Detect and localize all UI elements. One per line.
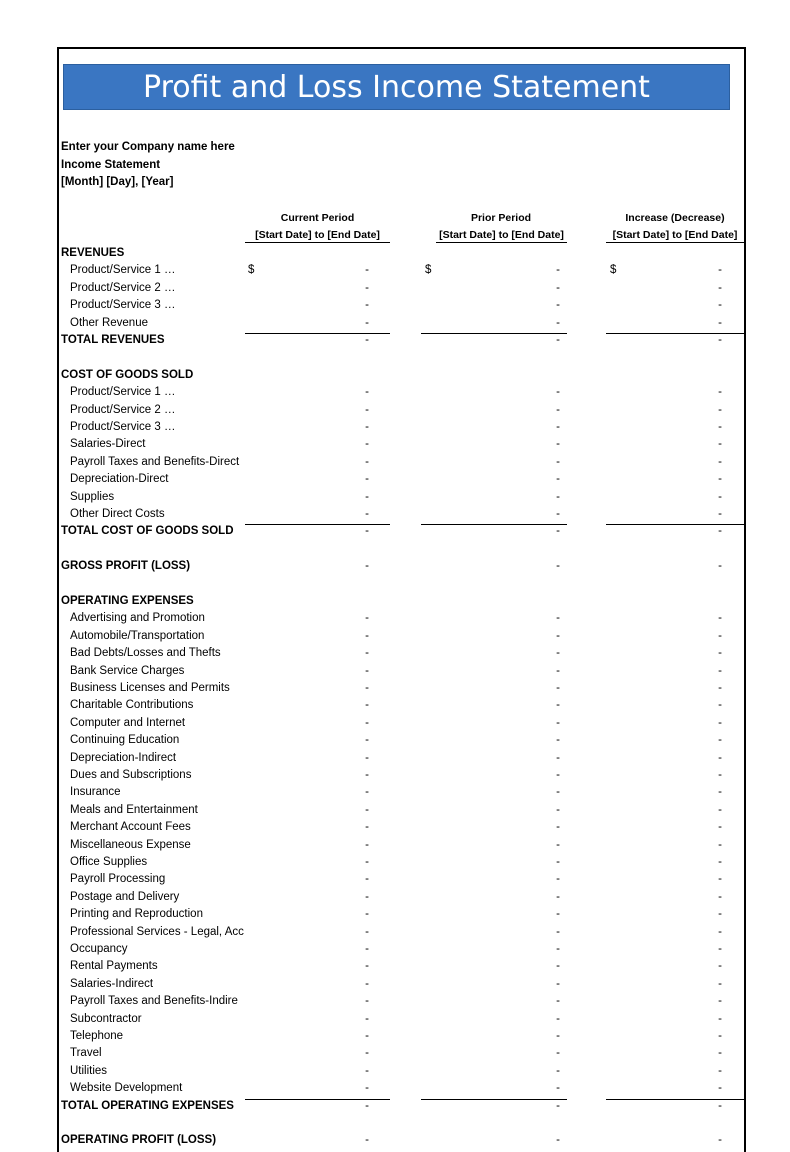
line-item-label[interactable]: Product/Service 2 …: [70, 281, 176, 294]
change-value[interactable]: -: [718, 908, 722, 921]
line-item-label[interactable]: Charitable Contributions: [70, 699, 194, 712]
line-item-row: [0, 1080, 790, 1097]
prior-period-value[interactable]: -: [556, 838, 560, 851]
line-item-label[interactable]: Other Direct Costs: [70, 508, 165, 520]
current-period-value[interactable]: -: [365, 716, 369, 729]
line-item-row: [0, 924, 790, 941]
line-item-row: [0, 697, 790, 714]
line-item-row: [0, 993, 790, 1010]
line-item-label[interactable]: Salaries-Indirect: [70, 977, 154, 990]
prior-period-value[interactable]: -: [556, 856, 560, 868]
subtotal-rule: [245, 524, 390, 525]
line-item-label[interactable]: Payroll Processing: [70, 873, 166, 886]
line-item-row: [0, 854, 790, 871]
current-period-value[interactable]: -: [365, 925, 369, 938]
increase-decrease-range[interactable]: [Start Date] to [End Date]: [606, 229, 744, 243]
current-period-value[interactable]: -: [365, 873, 369, 886]
current-period-value[interactable]: -: [365, 977, 369, 990]
change-value[interactable]: -: [718, 473, 722, 486]
current-period-value[interactable]: -: [365, 734, 369, 747]
prior-period-value[interactable]: -: [556, 1030, 560, 1042]
current-period-value[interactable]: -: [365, 316, 369, 329]
change-value[interactable]: -: [718, 455, 722, 468]
prior-period-value: -: [556, 1134, 560, 1147]
current-period-value[interactable]: -: [365, 386, 369, 399]
prior-period-value[interactable]: -: [556, 873, 560, 886]
line-item-label[interactable]: Professional Services - Legal, Acc: [70, 925, 244, 938]
prior-period-value[interactable]: -: [556, 629, 560, 642]
line-item-row: [0, 663, 790, 680]
line-item-row: [0, 802, 790, 819]
blank-row: [0, 541, 790, 558]
change-value[interactable]: -: [718, 386, 722, 399]
change-value[interactable]: -: [718, 838, 722, 851]
current-period-value[interactable]: -: [365, 803, 369, 816]
prior-period-value[interactable]: -: [556, 612, 560, 625]
line-item-label[interactable]: Business Licenses and Permits: [70, 682, 230, 694]
line-item-label[interactable]: Telephone: [70, 1030, 124, 1042]
change-value[interactable]: -: [718, 438, 722, 451]
current-period-value[interactable]: -: [365, 473, 369, 486]
change-value[interactable]: -: [718, 751, 722, 764]
current-period-value[interactable]: -: [365, 1064, 369, 1077]
currency-symbol: $: [425, 264, 432, 277]
line-item-label[interactable]: Printing and Reproduction: [70, 908, 203, 921]
change-value[interactable]: -: [718, 960, 722, 973]
line-item-label[interactable]: Insurance: [70, 786, 121, 799]
change-value[interactable]: -: [718, 995, 722, 1008]
change-value[interactable]: -: [718, 943, 722, 955]
line-item-row: [0, 419, 790, 436]
line-item-row: [0, 280, 790, 297]
prior-period-value[interactable]: -: [556, 995, 560, 1008]
line-item-label[interactable]: Travel: [70, 1047, 102, 1060]
current-period-value[interactable]: -: [365, 908, 369, 921]
prior-period-value[interactable]: -: [556, 664, 560, 677]
current-period-value[interactable]: -: [365, 490, 369, 503]
change-value[interactable]: -: [718, 734, 722, 747]
section-label: REVENUES: [61, 247, 125, 259]
line-item-label[interactable]: Merchant Account Fees: [70, 821, 191, 834]
current-period-value[interactable]: -: [365, 699, 369, 712]
prior-period-value[interactable]: -: [556, 455, 560, 468]
prior-period-value[interactable]: -: [556, 490, 560, 503]
prior-period-value: -: [556, 525, 560, 538]
prior-period-range[interactable]: [Start Date] to [End Date]: [436, 229, 567, 243]
current-period-value[interactable]: -: [365, 612, 369, 625]
change-value[interactable]: -: [718, 281, 722, 294]
line-item-row: [0, 402, 790, 419]
prior-period-value[interactable]: -: [556, 508, 560, 520]
current-period-value[interactable]: -: [365, 856, 369, 868]
line-item-label[interactable]: Occupancy: [70, 943, 128, 955]
prior-period-value[interactable]: -: [556, 821, 560, 834]
current-period-value: -: [365, 525, 369, 538]
line-item-label[interactable]: Postage and Delivery: [70, 890, 180, 903]
line-item-label[interactable]: Product/Service 1 …: [70, 386, 176, 399]
line-item-row: [0, 871, 790, 888]
section-header-row: [0, 367, 790, 384]
change-value[interactable]: -: [718, 316, 722, 329]
prior-period-value[interactable]: -: [556, 403, 560, 416]
prior-period-value[interactable]: -: [556, 977, 560, 990]
change-value[interactable]: -: [718, 890, 722, 903]
change-value[interactable]: -: [718, 490, 722, 503]
total-row: [0, 332, 790, 349]
line-item-row: [0, 958, 790, 975]
prior-period-value: -: [556, 560, 560, 573]
subtotal-rule: [245, 1099, 390, 1100]
current-period-value[interactable]: -: [365, 421, 369, 433]
section-label: TOTAL REVENUES: [61, 334, 165, 346]
line-item-label[interactable]: Bank Service Charges: [70, 664, 185, 677]
line-item-row: [0, 628, 790, 645]
section-label: OPERATING PROFIT (LOSS): [61, 1134, 217, 1147]
section-label: OPERATING EXPENSES: [61, 595, 194, 607]
line-item-row: [0, 819, 790, 836]
prior-period-value[interactable]: -: [556, 1047, 560, 1060]
prior-period-value[interactable]: -: [556, 734, 560, 747]
change-value[interactable]: -: [718, 786, 722, 799]
prior-period-value[interactable]: -: [556, 751, 560, 764]
line-item-label[interactable]: Meals and Entertainment: [70, 803, 198, 816]
current-period-value[interactable]: -: [365, 1082, 369, 1095]
section-header-row: [0, 245, 790, 262]
company-name[interactable]: Enter your Company name here: [61, 141, 235, 153]
current-period-value[interactable]: -: [365, 1030, 369, 1042]
change-value[interactable]: -: [718, 925, 722, 938]
section-header-row: [0, 1132, 790, 1149]
line-item-row: [0, 767, 790, 784]
current-period-value[interactable]: -: [365, 943, 369, 955]
change-value[interactable]: -: [718, 803, 722, 816]
line-item-label[interactable]: Product/Service 2 …: [70, 403, 176, 416]
line-item-row: [0, 262, 790, 279]
change-value[interactable]: -: [718, 299, 722, 312]
prior-period-value: -: [556, 1099, 560, 1112]
current-period-value[interactable]: -: [365, 299, 369, 312]
current-period-value[interactable]: -: [365, 664, 369, 677]
prior-period-value[interactable]: -: [556, 281, 560, 294]
blank-row: [0, 576, 790, 593]
blank-row: [0, 349, 790, 366]
prior-period-value[interactable]: -: [556, 1064, 560, 1077]
change-value[interactable]: -: [718, 421, 722, 433]
total-row: [0, 1098, 790, 1115]
line-item-row: [0, 976, 790, 993]
current-period-value[interactable]: -: [365, 751, 369, 764]
current-period-value[interactable]: -: [365, 1047, 369, 1060]
change-value[interactable]: -: [718, 716, 722, 729]
section-label: TOTAL COST OF GOODS SOLD: [61, 525, 234, 538]
line-item-label[interactable]: Advertising and Promotion: [70, 612, 205, 625]
change-value[interactable]: -: [718, 873, 722, 886]
change-value[interactable]: -: [718, 856, 722, 868]
subtotal-rule: [606, 1099, 744, 1100]
prior-period-value[interactable]: -: [556, 716, 560, 729]
statement-type: Income Statement: [61, 159, 161, 171]
prior-period-value[interactable]: -: [556, 699, 560, 712]
current-period-value[interactable]: -: [365, 838, 369, 851]
line-item-row: [0, 837, 790, 854]
statement-date[interactable]: [Month] [Day], [Year]: [61, 176, 174, 188]
line-item-row: [0, 750, 790, 767]
line-item-label[interactable]: Depreciation-Direct: [70, 473, 169, 486]
line-item-label[interactable]: Product/Service 3 …: [70, 299, 176, 312]
change-value[interactable]: -: [718, 977, 722, 990]
statement-title: Profit and Loss Income Statement: [63, 64, 730, 110]
change-value[interactable]: -: [718, 664, 722, 677]
prior-period-header: Prior Period: [470, 212, 532, 224]
current-period-header: Current Period: [280, 212, 355, 224]
line-item-row: [0, 471, 790, 488]
prior-period-value[interactable]: -: [556, 769, 560, 781]
section-header-row: [0, 558, 790, 575]
line-item-row: [0, 732, 790, 749]
change-value: -: [718, 525, 722, 538]
change-value[interactable]: -: [718, 264, 722, 277]
blank-row: [0, 1115, 790, 1132]
current-period-value: -: [365, 1134, 369, 1147]
subtotal-rule: [606, 333, 744, 334]
change-value[interactable]: -: [718, 508, 722, 520]
line-item-label[interactable]: Bad Debts/Losses and Thefts: [70, 647, 221, 660]
change-value[interactable]: -: [718, 769, 722, 781]
change-value[interactable]: -: [718, 699, 722, 712]
line-item-row: [0, 645, 790, 662]
change-value[interactable]: -: [718, 612, 722, 625]
subtotal-rule: [421, 524, 567, 525]
prior-period-value[interactable]: -: [556, 264, 560, 277]
prior-period-value[interactable]: -: [556, 473, 560, 486]
prior-period-value[interactable]: -: [556, 943, 560, 955]
change-value[interactable]: -: [718, 1082, 722, 1095]
line-item-label[interactable]: Website Development: [70, 1082, 183, 1095]
prior-period-value[interactable]: -: [556, 682, 560, 694]
prior-period-value[interactable]: -: [556, 316, 560, 329]
current-period-value[interactable]: -: [365, 629, 369, 642]
line-item-row: [0, 680, 790, 697]
prior-period-value[interactable]: -: [556, 1012, 560, 1025]
prior-period-value[interactable]: -: [556, 647, 560, 660]
current-period-value[interactable]: -: [365, 281, 369, 294]
line-item-label[interactable]: Office Supplies: [70, 856, 148, 868]
current-period-value[interactable]: -: [365, 647, 369, 660]
line-item-label[interactable]: Miscellaneous Expense: [70, 838, 191, 851]
current-period-value[interactable]: -: [365, 455, 369, 468]
currency-symbol: $: [248, 264, 255, 277]
change-value[interactable]: -: [718, 403, 722, 416]
currency-symbol: $: [610, 264, 617, 277]
current-period-value: -: [365, 1099, 369, 1112]
change-value: -: [718, 1134, 722, 1147]
change-value: -: [718, 1099, 722, 1112]
change-value[interactable]: -: [718, 1012, 722, 1025]
change-value[interactable]: -: [718, 821, 722, 834]
line-item-row: [0, 436, 790, 453]
section-header-row: [0, 593, 790, 610]
current-period-value[interactable]: -: [365, 995, 369, 1008]
current-period-value: -: [365, 560, 369, 573]
line-item-label[interactable]: Supplies: [70, 490, 115, 503]
increase-decrease-header: Increase (Decrease): [625, 212, 725, 224]
current-period-value[interactable]: -: [365, 682, 369, 694]
line-item-label[interactable]: Subcontractor: [70, 1012, 142, 1025]
current-period-value[interactable]: -: [365, 890, 369, 903]
change-value[interactable]: -: [718, 629, 722, 642]
prior-period-value: -: [556, 334, 560, 346]
prior-period-value[interactable]: -: [556, 786, 560, 799]
section-label: TOTAL OPERATING EXPENSES: [61, 1099, 234, 1112]
line-item-row: [0, 384, 790, 401]
subtotal-rule: [606, 524, 744, 525]
line-item-label[interactable]: Salaries-Direct: [70, 438, 146, 451]
line-item-row: [0, 784, 790, 801]
line-item-label[interactable]: Product/Service 1 …: [70, 264, 176, 277]
line-item-row: [0, 506, 790, 523]
change-value[interactable]: -: [718, 1030, 722, 1042]
section-label: COST OF GOODS SOLD: [61, 368, 194, 381]
line-item-label[interactable]: Product/Service 3 …: [70, 421, 176, 433]
current-period-value[interactable]: -: [365, 264, 369, 277]
line-item-row: [0, 610, 790, 627]
prior-period-value[interactable]: -: [556, 421, 560, 433]
current-period-value[interactable]: -: [365, 1012, 369, 1025]
prior-period-value[interactable]: -: [556, 908, 560, 921]
line-item-row: [0, 1011, 790, 1028]
prior-period-value[interactable]: -: [556, 960, 560, 973]
line-item-label[interactable]: Automobile/Transportation: [70, 629, 205, 642]
prior-period-value[interactable]: -: [556, 803, 560, 816]
line-item-label[interactable]: Depreciation-Indirect: [70, 751, 177, 764]
line-item-row: [0, 315, 790, 332]
line-item-row: [0, 941, 790, 958]
line-item-row: [0, 489, 790, 506]
change-value: -: [718, 334, 722, 346]
current-period-value[interactable]: -: [365, 403, 369, 416]
prior-period-value[interactable]: -: [556, 890, 560, 903]
change-value[interactable]: -: [718, 1064, 722, 1077]
line-item-label[interactable]: Computer and Internet: [70, 716, 186, 729]
subtotal-rule: [245, 333, 390, 334]
line-item-row: [0, 906, 790, 923]
line-item-label[interactable]: Payroll Taxes and Benefits-Indire: [70, 995, 238, 1008]
current-period-value[interactable]: -: [365, 786, 369, 799]
line-item-row: [0, 1028, 790, 1045]
line-item-row: [0, 889, 790, 906]
prior-period-value[interactable]: -: [556, 438, 560, 451]
current-period-value[interactable]: -: [365, 508, 369, 520]
current-period-value[interactable]: -: [365, 960, 369, 973]
current-period-value[interactable]: -: [365, 821, 369, 834]
change-value[interactable]: -: [718, 647, 722, 660]
line-item-row: [0, 715, 790, 732]
current-period-value: -: [365, 334, 369, 346]
line-item-label[interactable]: Rental Payments: [70, 960, 158, 973]
current-period-range[interactable]: [Start Date] to [End Date]: [245, 229, 390, 243]
change-value[interactable]: -: [718, 682, 722, 694]
prior-period-value[interactable]: -: [556, 1082, 560, 1095]
total-row: [0, 523, 790, 540]
line-item-label[interactable]: Continuing Education: [70, 734, 180, 747]
subtotal-rule: [421, 333, 567, 334]
prior-period-value[interactable]: -: [556, 925, 560, 938]
line-item-label[interactable]: Other Revenue: [70, 316, 148, 329]
line-item-row: [0, 1045, 790, 1062]
line-item-row: [0, 454, 790, 471]
section-label: GROSS PROFIT (LOSS): [61, 560, 191, 573]
line-item-row: [0, 1063, 790, 1080]
line-item-row: [0, 297, 790, 314]
change-value[interactable]: -: [718, 1047, 722, 1060]
current-period-value[interactable]: -: [365, 438, 369, 451]
prior-period-value[interactable]: -: [556, 386, 560, 399]
subtotal-rule: [421, 1099, 567, 1100]
current-period-value[interactable]: -: [365, 769, 369, 781]
change-value: -: [718, 560, 722, 573]
line-item-label[interactable]: Utilities: [70, 1064, 108, 1077]
line-item-label[interactable]: Dues and Subscriptions: [70, 769, 192, 781]
line-item-label[interactable]: Payroll Taxes and Benefits-Direct: [70, 455, 240, 468]
prior-period-value[interactable]: -: [556, 299, 560, 312]
